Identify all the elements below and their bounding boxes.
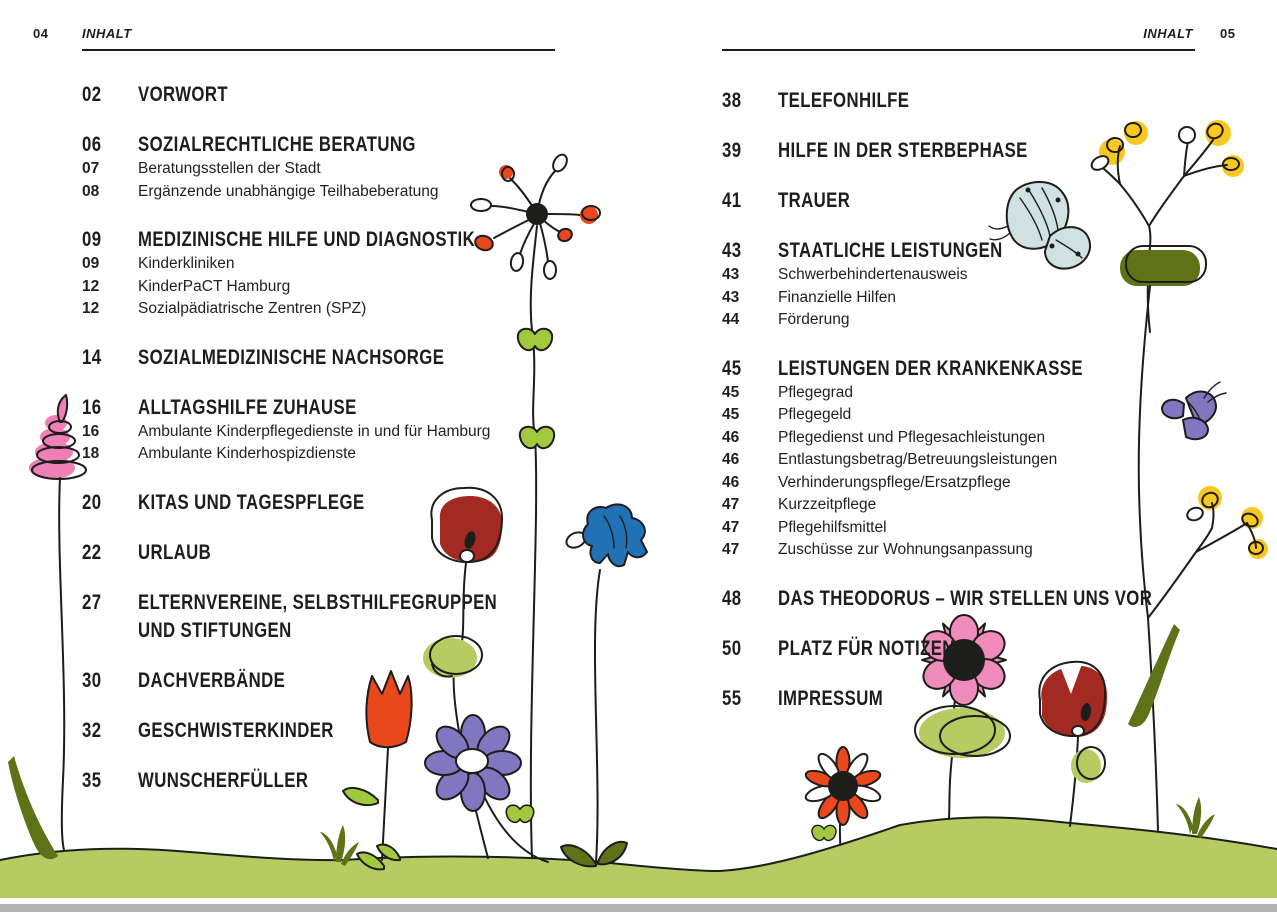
toc-entry-label: SOZIALMEDIZINISCHE NACHSORGE bbox=[138, 344, 445, 369]
toc-entry bbox=[82, 716, 582, 744]
toc-entry-label: Ergänzende unabhängige Teilhabeberatung bbox=[138, 182, 439, 200]
toc-subentry bbox=[722, 382, 1222, 405]
toc-subentry bbox=[722, 309, 1222, 332]
toc-entry bbox=[722, 86, 1222, 114]
toc-entry bbox=[82, 766, 582, 794]
left-header-rule bbox=[82, 49, 555, 51]
toc-subentry bbox=[722, 264, 1222, 287]
right-header-rule bbox=[722, 49, 1195, 51]
toc-subentry bbox=[82, 253, 582, 276]
toc-subentry bbox=[722, 539, 1222, 562]
toc-entry-label: Zuschüsse zur Wohnungsanpassung bbox=[778, 541, 1033, 558]
toc-entry-label: Ambulante Kinderpflegedienste in und für Hamburg bbox=[138, 422, 491, 440]
toc-entry-page-number: 32 bbox=[82, 717, 102, 742]
toc-entry-page-number: 45 bbox=[722, 406, 740, 423]
toc-entry-label: Kurzzeitpflege bbox=[778, 496, 877, 513]
toc-entry-label: Finanzielle Hilfen bbox=[778, 288, 897, 306]
left-page-number: 04 bbox=[33, 26, 49, 41]
toc-entry-label: WUNSCHERFÜLLER bbox=[138, 767, 309, 792]
toc-entry bbox=[82, 80, 582, 108]
toc-subentry bbox=[82, 181, 582, 204]
toc-entry-page-number: 02 bbox=[82, 82, 102, 106]
toc-entry-label: TELEFONHILFE bbox=[778, 88, 910, 112]
toc-entry-label: Verhinderungspflege/Ersatzpflege bbox=[778, 473, 1011, 491]
toc-entry-label: Schwerbehindertenausweis bbox=[778, 266, 968, 283]
toc-entry-label: Kinderkliniken bbox=[138, 255, 235, 272]
toc-entry-label: MEDIZINISCHE HILFE UND DIAGNOSTIK bbox=[138, 227, 476, 251]
toc-entry-label: DACHVERBÄNDE bbox=[138, 667, 286, 692]
toc-entry-label: PLATZ FÜR NOTIZEN bbox=[778, 635, 955, 660]
hill-illustration bbox=[0, 817, 1277, 898]
grass-tuft-right bbox=[1176, 797, 1215, 838]
toc-subentry bbox=[82, 298, 582, 321]
toc-entry-label: Pflegegeld bbox=[778, 406, 852, 423]
toc-entry-page-number: 46 bbox=[722, 451, 740, 468]
daisy-orange bbox=[804, 747, 882, 843]
toc-entry-page-number: 12 bbox=[82, 300, 100, 317]
toc-entry-page-number: 09 bbox=[82, 255, 100, 272]
toc-entry-label: TRAUER bbox=[778, 188, 851, 212]
toc-entry-label: KITAS UND TAGESPFLEGE bbox=[138, 489, 365, 514]
toc-subentry bbox=[722, 449, 1222, 472]
toc-entry bbox=[722, 136, 1222, 164]
toc-entry-page-number: 09 bbox=[82, 227, 102, 251]
toc-entry bbox=[722, 634, 1222, 662]
toc-column-left bbox=[82, 80, 582, 794]
toc-subentry bbox=[82, 443, 582, 466]
right-header-title: INHALT bbox=[1143, 26, 1193, 41]
toc-entry bbox=[722, 684, 1222, 712]
toc-entry-page-number: 16 bbox=[82, 422, 100, 440]
toc-entry bbox=[82, 588, 582, 644]
toc-subentry bbox=[722, 494, 1222, 517]
toc-entry-label: STAATLICHE LEISTUNGEN bbox=[778, 238, 1003, 262]
toc-entry-label: URLAUB bbox=[138, 539, 212, 564]
toc-entry bbox=[82, 130, 582, 158]
toc-entry-page-number: 12 bbox=[82, 277, 100, 295]
toc-entry-page-number: 14 bbox=[82, 344, 102, 369]
toc-entry-page-number: 45 bbox=[722, 355, 742, 380]
toc-entry-label: VORWORT bbox=[138, 82, 229, 106]
left-page-header bbox=[33, 26, 132, 41]
toc-entry-label-line2: UND STIFTUNGEN bbox=[138, 617, 292, 642]
toc-entry-page-number: 44 bbox=[722, 311, 740, 328]
grass-blade-left bbox=[8, 756, 58, 859]
toc-entry-page-number: 47 bbox=[722, 541, 740, 558]
toc-entry-label: Pflegehilfsmittel bbox=[778, 518, 887, 536]
toc-entry bbox=[82, 666, 582, 694]
left-header-title: INHALT bbox=[82, 26, 132, 41]
toc-entry bbox=[82, 343, 582, 371]
toc-entry-label: Sozialpädiatrische Zentren (SPZ) bbox=[138, 300, 367, 317]
toc-entry-label: Förderung bbox=[778, 311, 850, 328]
toc-entry bbox=[722, 584, 1222, 612]
toc-entry bbox=[82, 225, 582, 253]
toc-entry bbox=[82, 393, 582, 421]
toc-entry-label: KinderPaCT Hamburg bbox=[138, 277, 291, 295]
toc-entry bbox=[722, 354, 1222, 382]
toc-entry-page-number: 48 bbox=[722, 585, 742, 610]
toc-entry-label: Pflegedienst und Pflegesachleistungen bbox=[778, 428, 1046, 446]
page-edge-shadow bbox=[0, 904, 1277, 912]
toc-entry-page-number: 47 bbox=[722, 518, 740, 536]
toc-entry-page-number: 07 bbox=[82, 160, 100, 177]
toc-entry-page-number: 43 bbox=[722, 238, 742, 262]
toc-entry bbox=[82, 538, 582, 566]
toc-entry-label: GESCHWISTERKINDER bbox=[138, 717, 334, 742]
toc-entry-label: Pflegegrad bbox=[778, 383, 853, 401]
toc-entry-page-number: 35 bbox=[82, 767, 102, 792]
toc-entry-page-number: 30 bbox=[82, 667, 102, 692]
toc-entry-page-number: 45 bbox=[722, 383, 740, 401]
toc-entry-label: Beratungsstellen der Stadt bbox=[138, 160, 321, 177]
toc-entry-page-number: 27 bbox=[82, 589, 102, 614]
toc-entry-label: Entlastungsbetrag/Betreuungsleistungen bbox=[778, 451, 1058, 468]
toc-entry-label: ELTERNVEREINE, SELBSTHILFEGRUPPEN bbox=[138, 589, 498, 614]
toc-entry-label: IMPRESSUM bbox=[778, 685, 884, 710]
toc-entry-label: HILFE IN DER STERBEPHASE bbox=[778, 138, 1028, 162]
toc-entry-page-number: 50 bbox=[722, 635, 742, 660]
toc-entry-label: Ambulante Kinderhospizdienste bbox=[138, 445, 356, 462]
toc-entry-page-number: 22 bbox=[82, 539, 102, 564]
toc-entry-page-number: 08 bbox=[82, 182, 100, 200]
toc-entry-page-number: 55 bbox=[722, 685, 742, 710]
toc-subentry bbox=[722, 404, 1222, 427]
toc-entry bbox=[722, 186, 1222, 214]
toc-entry-page-number: 46 bbox=[722, 428, 740, 446]
toc-entry-page-number: 47 bbox=[722, 496, 740, 513]
toc-entry bbox=[722, 236, 1222, 264]
toc-entry-label: SOZIALRECHTLICHE BERATUNG bbox=[138, 132, 416, 156]
toc-subentry bbox=[82, 421, 582, 444]
toc-column-right bbox=[722, 86, 1222, 712]
toc-subentry bbox=[722, 427, 1222, 450]
toc-subentry bbox=[722, 517, 1222, 540]
toc-entry bbox=[82, 488, 582, 516]
toc-entry-page-number: 06 bbox=[82, 132, 102, 156]
toc-entry-page-number: 39 bbox=[722, 138, 742, 162]
toc-entry-page-number: 20 bbox=[82, 489, 102, 514]
toc-subentry bbox=[722, 472, 1222, 495]
toc-entry-page-number: 18 bbox=[82, 445, 100, 462]
toc-entry-page-number: 41 bbox=[722, 188, 742, 212]
toc-subentry bbox=[722, 287, 1222, 310]
right-page-number: 05 bbox=[1220, 26, 1236, 41]
toc-entry-page-number: 38 bbox=[722, 88, 742, 112]
toc-entry-page-number: 43 bbox=[722, 266, 740, 283]
toc-subentry bbox=[82, 276, 582, 299]
toc-entry-page-number: 46 bbox=[722, 473, 740, 491]
toc-entry-label: ALLTAGSHILFE ZUHAUSE bbox=[138, 394, 357, 419]
toc-subentry bbox=[82, 158, 582, 181]
toc-entry-label: LEISTUNGEN DER KRANKENKASSE bbox=[778, 355, 1083, 380]
foxglove-flower bbox=[29, 395, 86, 850]
toc-entry-label: DAS THEODORUS – WIR STELLEN UNS VOR bbox=[778, 585, 1153, 610]
toc-entry-page-number: 16 bbox=[82, 394, 102, 419]
toc-entry-page-number: 43 bbox=[722, 288, 740, 306]
